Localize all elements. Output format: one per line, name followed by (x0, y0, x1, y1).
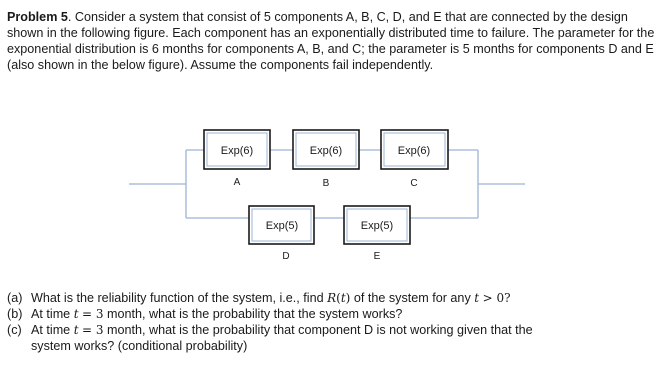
component-c (381, 130, 448, 189)
math-b-eq: = 3 (82, 307, 104, 321)
component-c-label: C (410, 178, 418, 189)
math-c-eq: = 3 (82, 323, 104, 337)
component-b-dist: Exp(6) (309, 145, 343, 157)
math-cond-t: t (474, 291, 480, 305)
question-c-pre: At time (31, 323, 71, 337)
component-c-dist: Exp(6) (397, 145, 431, 157)
question-list (7, 290, 659, 354)
question-c-label: (c) (7, 323, 22, 337)
problem-intro: . Consider a system that consist of 5 components A, B, C, D, and E that are connected by the design shown in the following figure. Each component has an exponentially distributed time to failure. The parameter for the exponential distribution is 6 months for components A, B, and C; the parameter is 5 months for components D and E (also shown in the below figure). Assume the components fail independently. (7, 10, 655, 72)
component-e (344, 206, 410, 262)
question-b-pre: At time (31, 307, 71, 321)
question-c (7, 322, 659, 354)
component-e-dist: Exp(5) (360, 220, 394, 232)
component-e-label: E (373, 251, 381, 262)
question-a: (a) What is the reliability function of the system, i.e., find R(t) of the system for any t > 0? (7, 291, 511, 305)
component-a (204, 130, 270, 188)
question-a-text-2: of the system for any (353, 291, 471, 305)
component-d (249, 206, 314, 262)
question-b-label: (b) (7, 307, 23, 321)
math-cond-op: > 0? (482, 291, 511, 305)
math-c-t: t (73, 323, 79, 337)
component-a-label: A (233, 177, 241, 188)
problem-label: Problem 5 (7, 10, 68, 24)
component-b-label: B (322, 178, 330, 189)
question-a-label: (a) (7, 291, 23, 305)
question-a-text-1: What is the reliability function of the system, i.e., find (31, 291, 324, 305)
component-d-dist: Exp(5) (265, 220, 299, 232)
math-b-t: t (73, 307, 79, 321)
component-a-dist: Exp(6) (220, 145, 254, 157)
question-c-post: month, what is the probability that component D is not working given that the (107, 323, 533, 337)
component-b (293, 130, 359, 189)
question-c-continuation: system works? (conditional probability) (31, 339, 248, 353)
component-d-label: D (282, 251, 290, 262)
question-b-post: month, what is the probability that the system works? (107, 307, 403, 321)
question-b (7, 306, 659, 322)
math-t: t (340, 291, 346, 305)
math-r: R (327, 291, 337, 305)
